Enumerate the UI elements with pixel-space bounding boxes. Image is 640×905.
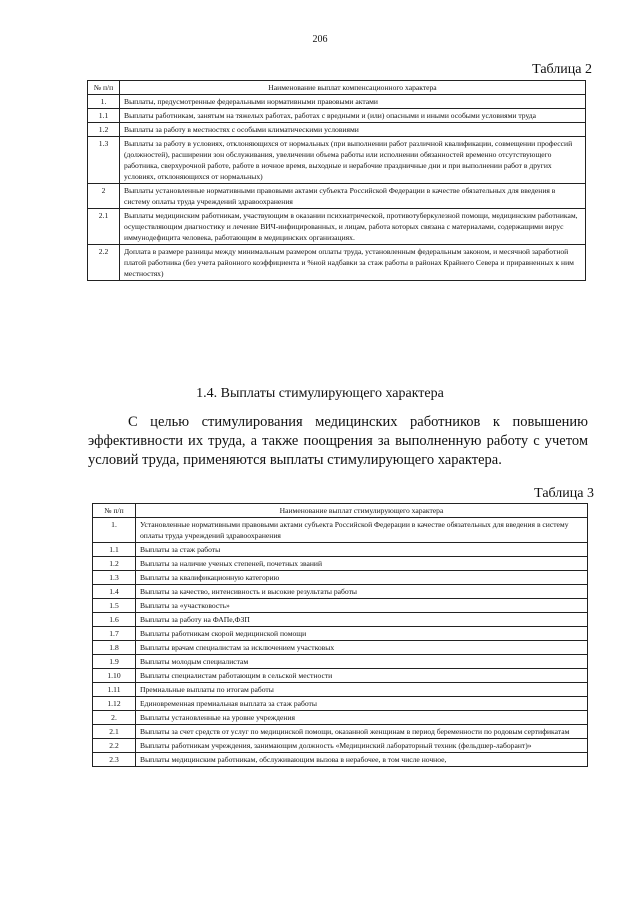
table-row — [93, 711, 588, 725]
row-text: Единовременная премиальная выплата за стаж работы — [136, 697, 588, 711]
row-text: Выплаты работникам учреждения, занимающим должность «Медицинский лабораторный техник (фельдшер-лаборант)» — [136, 739, 588, 753]
table-row — [93, 518, 588, 543]
row-text: Премиальные выплаты по итогам работы — [136, 683, 588, 697]
row-number: 1.1 — [88, 109, 120, 123]
table-row — [88, 245, 586, 281]
table-row — [88, 109, 586, 123]
row-text: Выплаты медицинским работникам, участвующим в оказании психиатрической, противотуберкулезной помощи, медицинским работникам, осуществляющим диагностику и лечение ВИЧ-инфицированных, и лицам, работа которых связана с материалами, содержащими вирус иммунодефицита человека, работающим в медицинских организациях. — [120, 209, 586, 245]
header-name: Наименование выплат стимулирующего характера — [136, 504, 588, 518]
table-header-row — [88, 81, 586, 95]
row-text: Доплата в размере разницы между минимальным размером оплаты труда, установленным федеральным законом, и месячной заработной платой работника (без учета районного коэффициента и %ной надбавки за стаж работы в районах Крайнего Севера и приравненных к ним местностях) — [120, 245, 586, 281]
row-number: 1.1 — [93, 543, 136, 557]
table-header-row — [93, 504, 588, 518]
incentive-payments-table — [92, 503, 588, 767]
row-number: 2 — [88, 184, 120, 209]
row-number: 2. — [93, 711, 136, 725]
table-row — [93, 739, 588, 753]
table-row — [93, 543, 588, 557]
row-number: 2.3 — [93, 753, 136, 767]
row-number: 1.2 — [88, 123, 120, 137]
row-text: Выплаты за работу в условиях, отклоняющихся от нормальных (при выполнении работ различной квалификации, совмещении профессий (должностей), расширении зон обслуживания, увеличении объема работы или исполнении обязанностей временно отсутствующего работника, сверхурочной работе, работе в ночное время, выходные и нерабочие праздничные дни и при выполнении работ в других условиях, отклоняющихся от нормальных) — [120, 137, 586, 184]
row-text: Выплаты работникам, занятым на тяжелых работах, работах с вредными и (или) опасными и иными особыми условиями труда — [120, 109, 586, 123]
row-text: Выплаты работникам скорой медицинской помощи — [136, 627, 588, 641]
table-row — [88, 209, 586, 245]
table-row — [93, 585, 588, 599]
table-3-caption: Таблица 3 — [534, 486, 594, 501]
table-row — [88, 95, 586, 109]
row-number: 1.5 — [93, 599, 136, 613]
table-row — [93, 697, 588, 711]
compensation-payments-table — [87, 80, 586, 281]
table-row — [93, 683, 588, 697]
row-number: 2.2 — [88, 245, 120, 281]
table-row — [93, 571, 588, 585]
row-text: Выплаты за качество, интенсивность и высокие результаты работы — [136, 585, 588, 599]
row-number: 1.11 — [93, 683, 136, 697]
row-text: Выплаты молодым специалистам — [136, 655, 588, 669]
section-paragraph: С целью стимулирования медицинских работников к повышению эффективности их труда, а также поощрения за выполненную работу с учетом условий труда, применяются выплаты стимулирующего характера. — [88, 414, 588, 468]
row-number: 1.8 — [93, 641, 136, 655]
row-text: Выплаты за «участковость» — [136, 599, 588, 613]
row-text: Выплаты врачам специалистам за исключением участковых — [136, 641, 588, 655]
table-row — [93, 627, 588, 641]
row-number: 1.2 — [93, 557, 136, 571]
row-text: Выплаты за работу в местностях с особыми климатическими условиями — [120, 123, 586, 137]
section-heading: 1.4. Выплаты стимулирующего характера — [196, 386, 444, 401]
row-number: 1. — [93, 518, 136, 543]
row-text: Выплаты за работу на ФАПе,ФЗП — [136, 613, 588, 627]
table-row — [93, 725, 588, 739]
row-number: 2.1 — [88, 209, 120, 245]
header-name: Наименование выплат компенсационного характера — [120, 81, 586, 95]
table-row — [88, 184, 586, 209]
row-number: 1.3 — [88, 137, 120, 184]
table-row — [88, 123, 586, 137]
row-text: Выплаты специалистам работающим в сельской местности — [136, 669, 588, 683]
row-number: 1.6 — [93, 613, 136, 627]
table-row — [93, 557, 588, 571]
header-number: № п/п — [88, 81, 120, 95]
header-number: № п/п — [93, 504, 136, 518]
row-text: Выплаты за квалификационную категорию — [136, 571, 588, 585]
row-text: Выплаты установленные на уровне учреждения — [136, 711, 588, 725]
row-number: 1.9 — [93, 655, 136, 669]
row-text: Выплаты медицинским работникам, обслуживающим вызова в нерабочее, в том числе ночное, — [136, 753, 588, 767]
row-number: 1.12 — [93, 697, 136, 711]
row-number: 2.1 — [93, 725, 136, 739]
page-number: 206 — [312, 34, 328, 45]
row-number: 1. — [88, 95, 120, 109]
row-text: Выплаты за наличие ученых степеней, почетных званий — [136, 557, 588, 571]
row-number: 2.2 — [93, 739, 136, 753]
table-row — [88, 137, 586, 184]
row-number: 1.3 — [93, 571, 136, 585]
table-row — [93, 753, 588, 767]
table-row — [93, 613, 588, 627]
row-text: Выплаты, предусмотренные федеральными нормативными правовыми актами — [120, 95, 586, 109]
row-number: 1.4 — [93, 585, 136, 599]
table-row — [93, 599, 588, 613]
table-2-caption: Таблица 2 — [532, 62, 592, 77]
row-number: 1.7 — [93, 627, 136, 641]
table-row — [93, 669, 588, 683]
row-text: Установленные нормативными правовыми актами субъекта Российской Федерации в качестве обязательных для введения в систему оплаты труда учреждений здравоохранения — [136, 518, 588, 543]
table-row — [93, 655, 588, 669]
row-text: Выплаты за стаж работы — [136, 543, 588, 557]
row-text: Выплаты установленные нормативными правовыми актами субъекта Российской Федерации в качестве обязательных для введения в систему оплаты труда учреждений здравоохранения — [120, 184, 586, 209]
row-number: 1.10 — [93, 669, 136, 683]
table-row — [93, 641, 588, 655]
row-text: Выплаты за счет средств от услуг по медицинской помощи, оказанной женщинам в период беременности по родовым сертификатам — [136, 725, 588, 739]
